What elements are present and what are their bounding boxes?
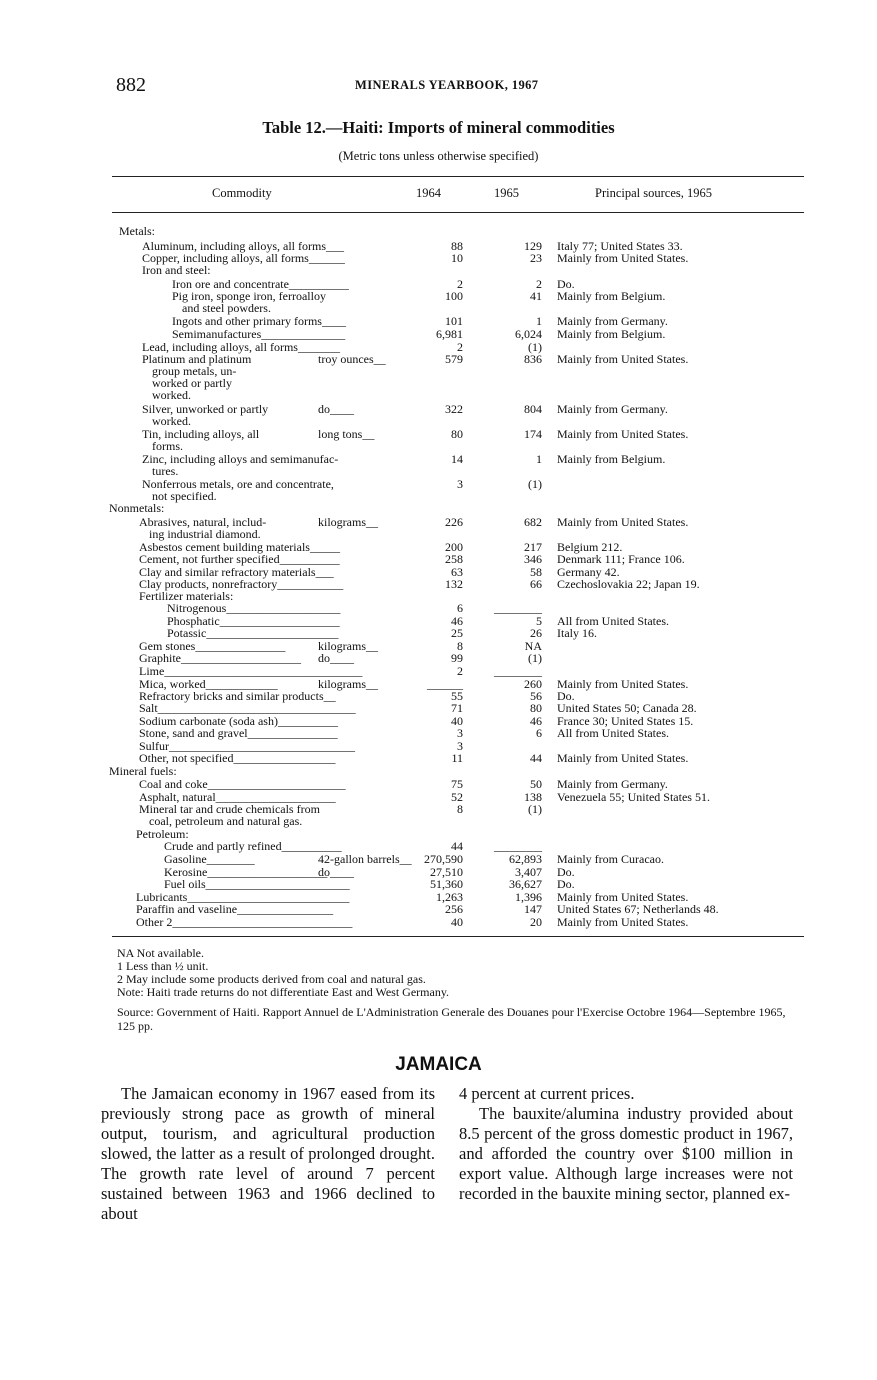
value-1965-cell: 44	[530, 751, 542, 765]
table-row	[0, 778, 877, 790]
commodity-cell: Mineral tar and crude chemicals from	[139, 802, 320, 816]
table-row	[0, 740, 877, 752]
column-header-1964: 1964	[416, 186, 441, 200]
principal-source-cell: Mainly from Belgium.	[557, 327, 666, 341]
table-row	[0, 815, 877, 827]
commodity-cell: Salt_________________________________	[139, 701, 356, 715]
table-row	[0, 328, 877, 340]
commodity-cell: Lubricants___________________________	[136, 890, 350, 904]
value-1965-cell: 836	[524, 352, 542, 366]
commodity-cell: Phosphatic____________________	[167, 614, 340, 628]
column-header-1965: 1965	[494, 186, 519, 200]
table-row	[0, 315, 877, 327]
table-row	[0, 602, 877, 614]
commodity-cell: Cement, not further specified__________	[139, 552, 340, 566]
table-row	[0, 502, 877, 514]
table-row	[0, 791, 877, 803]
commodity-cell: Silver, unworked or partly	[142, 402, 269, 416]
commodity-cell: coal, petroleum and natural gas.	[149, 814, 303, 828]
commodity-cell: Lime_________________________________	[139, 664, 363, 678]
value-1965-cell: NA	[524, 639, 542, 653]
table-row	[0, 903, 877, 915]
column-header-commodity: Commodity	[212, 186, 272, 200]
value-1965-cell: 62,893	[509, 852, 542, 866]
commodity-cell: Mineral fuels:	[109, 764, 177, 778]
value-1964-cell: 2	[457, 277, 463, 291]
value-1964-cell: 75	[451, 777, 463, 791]
value-1964-cell: 8	[457, 802, 463, 816]
commodity-cell: worked or partly	[152, 376, 232, 390]
value-1964-cell: 80	[451, 427, 463, 441]
value-1965-cell: 1	[536, 314, 542, 328]
value-1964-cell: 256	[445, 902, 463, 916]
value-1964-cell: 40	[451, 915, 463, 929]
table-row	[0, 264, 877, 276]
principal-source-cell: Do.	[557, 865, 575, 879]
principal-source-cell: Denmark 111; France 106.	[557, 552, 685, 566]
principal-source-cell: Venezuela 55; United States 51.	[557, 790, 710, 804]
value-1964-cell: 46	[451, 614, 463, 628]
unit-cell: troy ounces__	[318, 352, 386, 366]
principal-source-cell: Italy 77; United States 33.	[557, 239, 683, 253]
table-row	[0, 665, 877, 677]
table-row	[0, 853, 877, 865]
value-1964-cell: 71	[451, 701, 463, 715]
commodity-cell: Tin, including alloys, all	[142, 427, 260, 441]
value-1964-cell: 132	[445, 577, 463, 591]
table-row	[0, 389, 877, 401]
commodity-cell: Sulfur_______________________________	[139, 739, 355, 753]
unit-cell: kilograms__	[318, 639, 378, 653]
commodity-cell: Iron ore and concentrate__________	[172, 277, 349, 291]
commodity-cell: Paraffin and vaseline________________	[136, 902, 334, 916]
unit-cell: kilograms__	[318, 677, 378, 691]
principal-source-cell: Italy 16.	[557, 626, 597, 640]
commodity-cell: Kerosine____________________	[164, 865, 328, 879]
value-1965-cell: 174	[524, 427, 542, 441]
commodity-cell: Clay and similar refractory materials___	[139, 565, 334, 579]
value-1965-cell: 682	[524, 515, 542, 529]
footnote: Note: Haiti trade returns do not differentiate East and West Germany.	[117, 985, 450, 999]
table-row	[0, 715, 877, 727]
value-1965-cell: ________	[494, 664, 542, 678]
commodity-cell: Other 2______________________________	[136, 915, 353, 929]
commodity-cell: Lead, including alloys, all forms_______	[142, 340, 340, 354]
column-header-sources: Principal sources, 1965	[595, 186, 712, 200]
value-1964-cell: 100	[445, 289, 463, 303]
table-row	[0, 528, 877, 540]
principal-source-cell: Do.	[557, 277, 575, 291]
principal-source-cell: Mainly from Belgium.	[557, 452, 666, 466]
principal-source-cell: Germany 42.	[557, 565, 620, 579]
running-title: MINERALS YEARBOOK, 1967	[355, 78, 539, 92]
commodity-cell: not specified.	[152, 489, 217, 503]
commodity-cell: Ingots and other primary forms____	[172, 314, 346, 328]
commodity-cell: Gem stones_______________	[139, 639, 286, 653]
commodity-cell: Semimanufactures______________	[172, 327, 346, 341]
unit-cell: kilograms__	[318, 515, 378, 529]
commodity-cell: Potassic______________________	[167, 626, 339, 640]
value-1964-cell: 40	[451, 714, 463, 728]
value-1965-cell: 138	[524, 790, 542, 804]
value-1964-cell: 14	[451, 452, 463, 466]
value-1964-cell: 63	[451, 565, 463, 579]
unit-cell: do____	[318, 402, 354, 416]
unit-cell: do____	[318, 865, 354, 879]
table-row	[0, 828, 877, 840]
body-paragraph: The bauxite/alumina industry provided about 8.5 percent of the gross domestic product in 1967, and afforded the country over $100 million in export value. Although large increases were not recorded in the bauxite mining sector, planned ex-	[459, 1104, 793, 1203]
value-1964-cell: ______	[427, 677, 463, 691]
table-top-rule	[112, 176, 804, 177]
principal-source-cell: Mainly from United States.	[557, 251, 689, 265]
table-row	[0, 840, 877, 852]
value-1964-cell: 11	[451, 751, 463, 765]
table-title: Table 12.—Haiti: Imports of mineral commodities	[262, 118, 615, 137]
table-row	[0, 891, 877, 903]
value-1965-cell: 260	[524, 677, 542, 691]
value-1965-cell: 41	[530, 289, 542, 303]
principal-source-cell: Czechoslovakia 22; Japan 19.	[557, 577, 700, 591]
commodity-cell: Gasoline________	[164, 852, 255, 866]
value-1965-cell: 36,627	[509, 877, 542, 891]
principal-source-cell: Mainly from United States.	[557, 915, 689, 929]
commodity-cell: Crude and partly refined__________	[164, 839, 342, 853]
value-1964-cell: 200	[445, 540, 463, 554]
value-1965-cell: 346	[524, 552, 542, 566]
value-1964-cell: 322	[445, 402, 463, 416]
commodity-cell: Abrasives, natural, includ-	[139, 515, 267, 529]
commodity-cell: Fuel oils________________________	[164, 877, 350, 891]
principal-source-cell: Mainly from United States.	[557, 352, 689, 366]
table-row	[0, 590, 877, 602]
value-1965-cell: 56	[530, 689, 542, 703]
value-1965-cell: 147	[524, 902, 542, 916]
value-1965-cell: 50	[530, 777, 542, 791]
table-bottom-rule	[112, 936, 804, 937]
commodity-cell: Other, not specified_________________	[139, 751, 336, 765]
value-1965-cell: 5	[536, 614, 542, 628]
commodity-cell: tures.	[152, 464, 179, 478]
principal-source-cell: Mainly from Germany.	[557, 777, 668, 791]
commodity-cell: ing industrial diamond.	[149, 527, 261, 541]
commodity-cell: Asbestos cement building materials_____	[139, 540, 340, 554]
principal-source-cell: Do.	[557, 689, 575, 703]
source-note: Source: Government of Haiti. Rapport Annuel de L'Administration Generale des Douanes pour l'Exercise Octobre 1964—Septembre 1965, 125 pp.	[117, 1005, 786, 1033]
value-1964-cell: 270,590	[424, 852, 463, 866]
value-1965-cell: 26	[530, 626, 542, 640]
table-row	[0, 403, 877, 415]
commodity-cell: Mica, worked____________	[139, 677, 278, 691]
table-row	[0, 765, 877, 777]
principal-source-cell: All from United States.	[557, 614, 669, 628]
table-row	[0, 652, 877, 664]
value-1964-cell: 6,981	[436, 327, 463, 341]
value-1964-cell: 10	[451, 251, 463, 265]
value-1964-cell: 44	[451, 839, 463, 853]
principal-source-cell: Mainly from United States.	[557, 677, 689, 691]
commodity-cell: Nonmetals:	[109, 501, 165, 515]
table-row	[0, 916, 877, 928]
principal-source-cell: United States 67; Netherlands 48.	[557, 902, 719, 916]
commodity-cell: Copper, including alloys, all forms______	[142, 251, 345, 265]
value-1964-cell: 3	[457, 477, 463, 491]
principal-source-cell: United States 50; Canada 28.	[557, 701, 697, 715]
value-1964-cell: 8	[457, 639, 463, 653]
table-row	[0, 640, 877, 652]
table-row	[0, 627, 877, 639]
table-row	[0, 252, 877, 264]
value-1965-cell: 58	[530, 565, 542, 579]
value-1965-cell: 1	[536, 452, 542, 466]
commodity-cell: Aluminum, including alloys, all forms___	[142, 239, 344, 253]
table-row	[0, 541, 877, 553]
value-1964-cell: 101	[445, 314, 463, 328]
table-row	[0, 302, 877, 314]
commodity-cell: Metals:	[119, 224, 155, 238]
table-row	[0, 453, 877, 465]
value-1964-cell: 27,510	[430, 865, 463, 879]
principal-source-cell: Mainly from Belgium.	[557, 289, 666, 303]
value-1965-cell: (1)	[528, 340, 542, 354]
table-row	[0, 278, 877, 290]
table-row	[0, 353, 877, 365]
table-row	[0, 578, 877, 590]
table-row	[0, 240, 877, 252]
table-row	[0, 690, 877, 702]
commodity-cell: Nonferrous metals, ore and concentrate,	[142, 477, 334, 491]
value-1965-cell: (1)	[528, 802, 542, 816]
value-1964-cell: 2	[457, 664, 463, 678]
commodity-cell: Sodium carbonate (soda ash)__________	[139, 714, 338, 728]
section-heading: JAMAICA	[395, 1054, 482, 1075]
value-1965-cell: ________	[494, 601, 542, 615]
value-1964-cell: 226	[445, 515, 463, 529]
value-1964-cell: 25	[451, 626, 463, 640]
table-header-rule	[112, 212, 804, 213]
value-1965-cell: 129	[524, 239, 542, 253]
body-column-left	[101, 1084, 435, 1224]
value-1964-cell: 1,263	[436, 890, 463, 904]
table-row	[0, 615, 877, 627]
principal-source-cell: All from United States.	[557, 726, 669, 740]
body-paragraph: 4 percent at current prices.	[459, 1084, 635, 1103]
commodity-cell: Clay products, nonrefractory___________	[139, 577, 344, 591]
value-1964-cell: 6	[457, 601, 463, 615]
table-row	[0, 566, 877, 578]
table-row	[0, 428, 877, 440]
table-row	[0, 553, 877, 565]
value-1964-cell: 52	[451, 790, 463, 804]
value-1965-cell: (1)	[528, 651, 542, 665]
principal-source-cell: Belgium 212.	[557, 540, 623, 554]
unit-cell: long tons__	[318, 427, 375, 441]
value-1964-cell: 258	[445, 552, 463, 566]
value-1965-cell: 66	[530, 577, 542, 591]
value-1964-cell: 3	[457, 739, 463, 753]
table-row	[0, 341, 877, 353]
principal-source-cell: Mainly from United States.	[557, 427, 689, 441]
value-1965-cell: 2	[536, 277, 542, 291]
value-1964-cell: 88	[451, 239, 463, 253]
commodity-cell: Graphite____________________	[139, 651, 301, 665]
commodity-cell: Asphalt, natural____________________	[139, 790, 336, 804]
table-row	[0, 415, 877, 427]
commodity-cell: Pig iron, sponge iron, ferroalloy	[172, 289, 326, 303]
value-1965-cell: 217	[524, 540, 542, 554]
principal-source-cell: France 30; United States 15.	[557, 714, 694, 728]
principal-source-cell: Mainly from United States.	[557, 751, 689, 765]
commodity-cell: worked.	[152, 414, 191, 428]
table-row	[0, 727, 877, 739]
unit-cell: 42-gallon barrels__	[318, 852, 412, 866]
commodity-cell: Petroleum:	[136, 827, 189, 841]
value-1965-cell: (1)	[528, 477, 542, 491]
table-row	[0, 290, 877, 302]
principal-source-cell: Mainly from Germany.	[557, 314, 668, 328]
principal-source-cell: Mainly from United States.	[557, 890, 689, 904]
commodity-cell: worked.	[152, 388, 191, 402]
body-column-right	[459, 1084, 793, 1204]
value-1965-cell: 80	[530, 701, 542, 715]
table-subtitle: (Metric tons unless otherwise specified)	[338, 149, 539, 163]
commodity-cell: group metals, un-	[152, 364, 237, 378]
value-1964-cell: 3	[457, 726, 463, 740]
table-row	[0, 225, 877, 237]
principal-source-cell: Do.	[557, 877, 575, 891]
value-1965-cell: 6	[536, 726, 542, 740]
table-row	[0, 702, 877, 714]
table-row	[0, 803, 877, 815]
value-1965-cell: 23	[530, 251, 542, 265]
unit-cell: do____	[318, 651, 354, 665]
value-1965-cell: 1,396	[515, 890, 542, 904]
table-row	[0, 478, 877, 490]
commodity-cell: forms.	[152, 439, 183, 453]
value-1964-cell: 51,360	[430, 877, 463, 891]
principal-source-cell: Mainly from United States.	[557, 515, 689, 529]
principal-source-cell: Mainly from Curacao.	[557, 852, 664, 866]
value-1965-cell: 46	[530, 714, 542, 728]
table-row	[0, 377, 877, 389]
value-1964-cell: 99	[451, 651, 463, 665]
value-1965-cell: ________	[494, 839, 542, 853]
commodity-cell: and steel powders.	[182, 301, 271, 315]
value-1964-cell: 55	[451, 689, 463, 703]
body-paragraph: The Jamaican economy in 1967 eased from its previously strong pace as growth of mineral output, tourism, and agricultural production slowed, the latter as a result of prolonged drought. The growth rate level of around 7 percent sustained between 1963 and 1966 declined to about	[101, 1084, 435, 1223]
commodity-cell: Platinum and platinum	[142, 352, 252, 366]
footnote: NA Not available.	[117, 946, 204, 960]
table-row	[0, 365, 877, 377]
table-row	[0, 678, 877, 690]
commodity-cell: Nitrogenous___________________	[167, 601, 341, 615]
value-1964-cell: 2	[457, 340, 463, 354]
footnote: 1 Less than ½ unit.	[117, 959, 209, 973]
table-row	[0, 516, 877, 528]
commodity-cell: Iron and steel:	[142, 263, 211, 277]
commodity-cell: Fertilizer materials:	[139, 589, 234, 603]
commodity-cell: Zinc, including alloys and semimanufac-	[142, 452, 339, 466]
value-1965-cell: 6,024	[515, 327, 542, 341]
commodity-cell: Stone, sand and gravel_______________	[139, 726, 338, 740]
principal-source-cell: Mainly from Germany.	[557, 402, 668, 416]
page-number: 882	[116, 74, 146, 96]
table-row	[0, 465, 877, 477]
commodity-cell: Refractory bricks and similar products__	[139, 689, 336, 703]
table-row	[0, 440, 877, 452]
value-1965-cell: 20	[530, 915, 542, 929]
commodity-cell: Coal and coke_______________________	[139, 777, 346, 791]
value-1964-cell: 579	[445, 352, 463, 366]
footnote: 2 May include some products derived from coal and natural gas.	[117, 972, 426, 986]
table-row	[0, 878, 877, 890]
value-1965-cell: 804	[524, 402, 542, 416]
table-row	[0, 752, 877, 764]
value-1965-cell: 3,407	[515, 865, 542, 879]
